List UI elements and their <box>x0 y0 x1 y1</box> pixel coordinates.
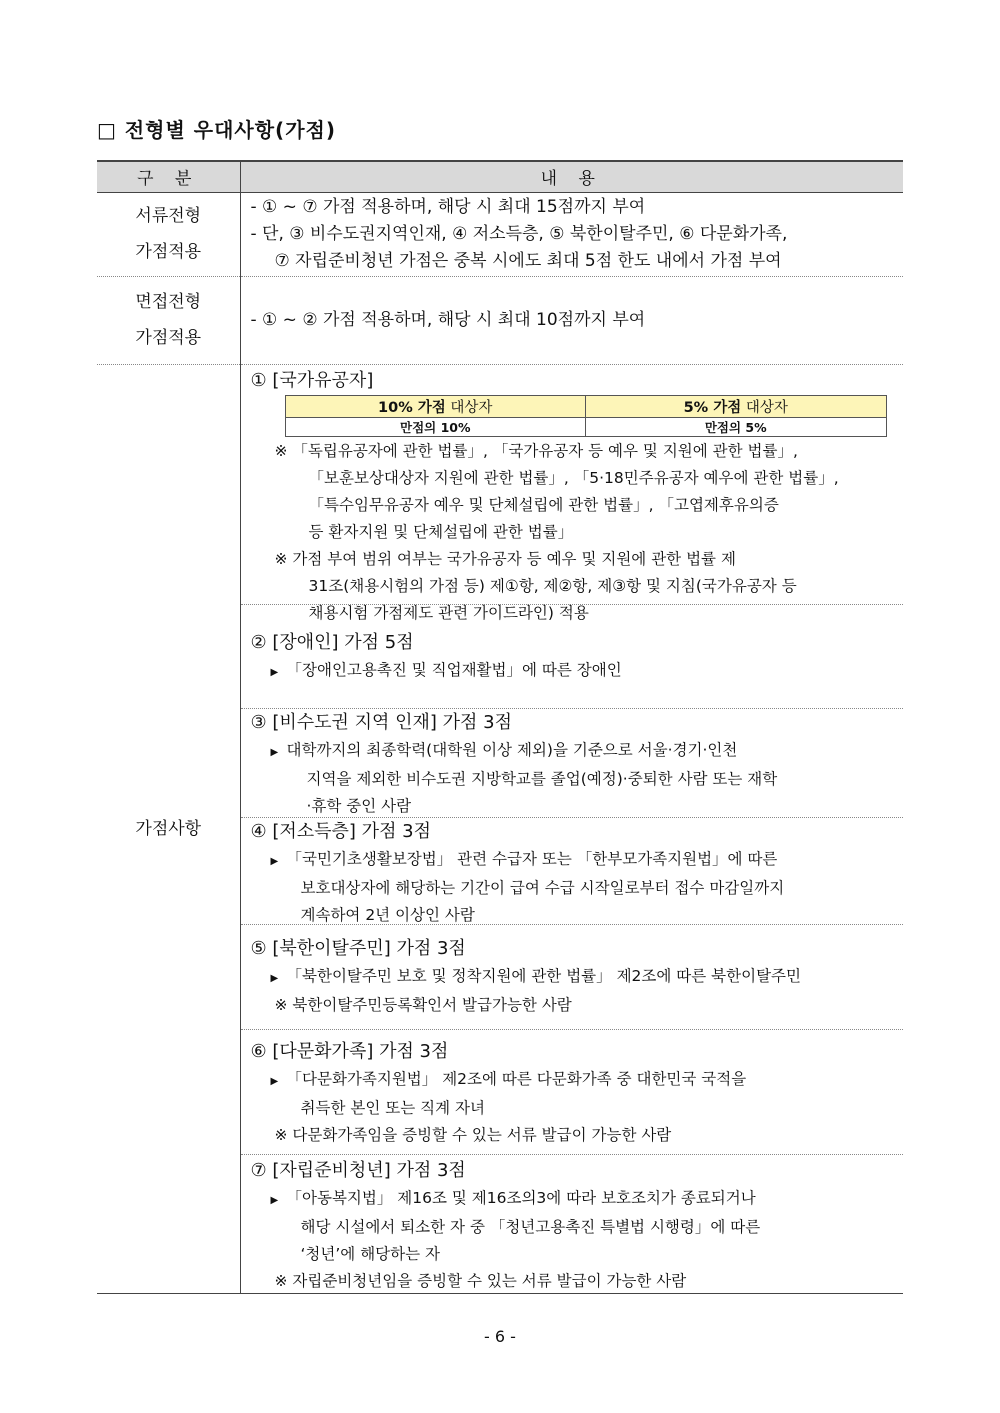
non-capital-section: ③ [비수도권 지역 인재] 가점 3점 ▶ 대학까지의 최종학력(대학원 이상 제외)을 기준으로 서울·경기·인천 지역을 제외한 비수도권 지방학교를 졸업(예정)·중퇴한 사람 또는 재학 ·휴학 중인 사람 <box>241 709 904 818</box>
bonus-items-label: 가점사항 <box>97 364 240 1293</box>
bonus-items-content <box>240 364 903 1293</box>
low-income-section: ④ [저소득층] 가점 3점 ▶ 「국민기초생활보장법」 관련 수급자 또는 「한부모가족지원법」에 따른 보호대상자에 해당하는 기간이 급여 수급 시작일로부터 접수 마감일까지 계속하여 2년 이상인 사람 <box>241 818 904 925</box>
interview-screening-row <box>97 276 903 364</box>
triangle-bullet-icon: ▶ <box>270 855 279 867</box>
veterans-note-2: ※ 가점 부여 범위 여부는 국가유공자 등 예우 및 지원에 관한 법률 제 31조(채용시험의 가점 등) 제①항, 제②항, 제③항 및 지침(국가유공자 등 채용시험 가점제도 관련 가이드라인) 적용 <box>274 549 797 622</box>
triangle-bullet-icon: ▶ <box>270 666 279 678</box>
bonus-items-row <box>97 364 903 1293</box>
document-screening-content: - ① ~ ⑦ 가점 적용하며, 해당 시 최대 15점까지 부여 - 단, ③ 비수도권지역인재, ④ 저소득층, ⑤ 북한이탈주민, ⑥ 다문화가족, ⑦ 자립준비청년 가점은 중복 시에도 최대 5점 한도 내에서 가점 부여 <box>240 192 903 276</box>
document-screening-row <box>97 192 903 276</box>
multicultural-section: ⑥ [다문화가족] 가점 3점 ▶ 「다문화가족지원법」 제2조에 따른 다문화가족 중 대한민국 국적을 취득한 본인 또는 직계 자녀 ※ 다문화가족임을 증빙할 수 있는 서류 발급이 가능한 사람 <box>241 1030 904 1155</box>
disabled-section: ② [장애인] 가점 5점 ▶ 「장애인고용촉진 및 직업재활법」에 따른 장애인 <box>241 605 904 709</box>
interview-screening-content: - ① ~ ② 가점 적용하며, 해당 시 최대 10점까지 부여 <box>240 276 903 364</box>
veterans-table-value-10: 만점의 10% <box>285 417 586 436</box>
header-content: 내 용 <box>240 161 903 192</box>
document-screening-label: 서류전형 가점적용 <box>97 192 240 276</box>
veterans-note-1: ※ 「독립유공자에 관한 법률」, 「국가유공자 등 예우 및 지원에 관한 법률」, 「보훈보상대상자 지원에 관한 법률」, 「5·18민주유공자 예우에 관한 법률」, 「특수임무유공자 예우 및 단체설립에 관한 법률」, 「고엽제후유의증 등 환자지원 및 단체설립에 관한 법률」 <box>274 441 839 541</box>
veterans-table-value-5: 만점의 5% <box>586 417 887 436</box>
veterans-table <box>285 395 887 437</box>
bonus-points-table <box>97 160 903 1294</box>
veterans-section: ① [국가유공자] 10% 가점 대상자 5% 가점 대상자 만점의 10% 만점의 5% ※ 「독립유공자에 관한 법률」, 「국가유공자 등 예우 및 지원에 관한 법률」, 「보훈보상대상자 지원에 관한 법률」, 「5·18민주유공자 예우에 관한 법률」, 「특수임무유공자 예우 및 단체설립에 관한 법률」, 「고엽제후유의증 등 환자지원 및 단체설립에 관한 법률」 ※ 가점 부여 범위 여부는 국가유공자 등 예우 및 지원에 관한 법률 제 31조(채용시험의 가점 등) 제①항, 제②항, 제③항 및 지침(국가유공자 등 채용시험 가점제도 관련 가이드라인) 적용 <box>241 365 904 605</box>
defector-section: ⑤ [북한이탈주민] 가점 3점 ▶ 「북한이탈주민 보호 및 정착지원에 관한 법률」 제2조에 따른 북한이탈주민 ※ 북한이탈주민등록확인서 발급가능한 사람 <box>241 925 904 1030</box>
table-header-row <box>97 161 903 192</box>
page-number: - 6 - <box>484 1327 516 1346</box>
interview-screening-label: 면접전형 가점적용 <box>97 276 240 364</box>
triangle-bullet-icon: ▶ <box>270 1194 279 1206</box>
triangle-bullet-icon: ▶ <box>270 1075 279 1087</box>
youth-section: ⑦ [자립준비청년] 가점 3점 ▶ 「아동복지법」 제16조 및 제16조의3에 따라 보호조치가 종료되거나 해당 시설에서 퇴소한 자 중 「청년고용촉진 특별법 시행령」에 따른 ‘청년’에 해당하는 자 ※ 자립준비청년임을 증빙할 수 있는 서류 발급이 가능한 사람 <box>250 1159 761 1290</box>
triangle-bullet-icon: ▶ <box>270 972 279 984</box>
veterans-table-header-10: 10% 가점 대상자 <box>285 395 586 417</box>
veterans-table-header-5: 5% 가점 대상자 <box>586 395 887 417</box>
section-heading: □ 전형별 우대사항(가점) <box>97 118 336 142</box>
triangle-bullet-icon: ▶ <box>270 746 279 758</box>
header-category: 구 분 <box>97 161 240 192</box>
